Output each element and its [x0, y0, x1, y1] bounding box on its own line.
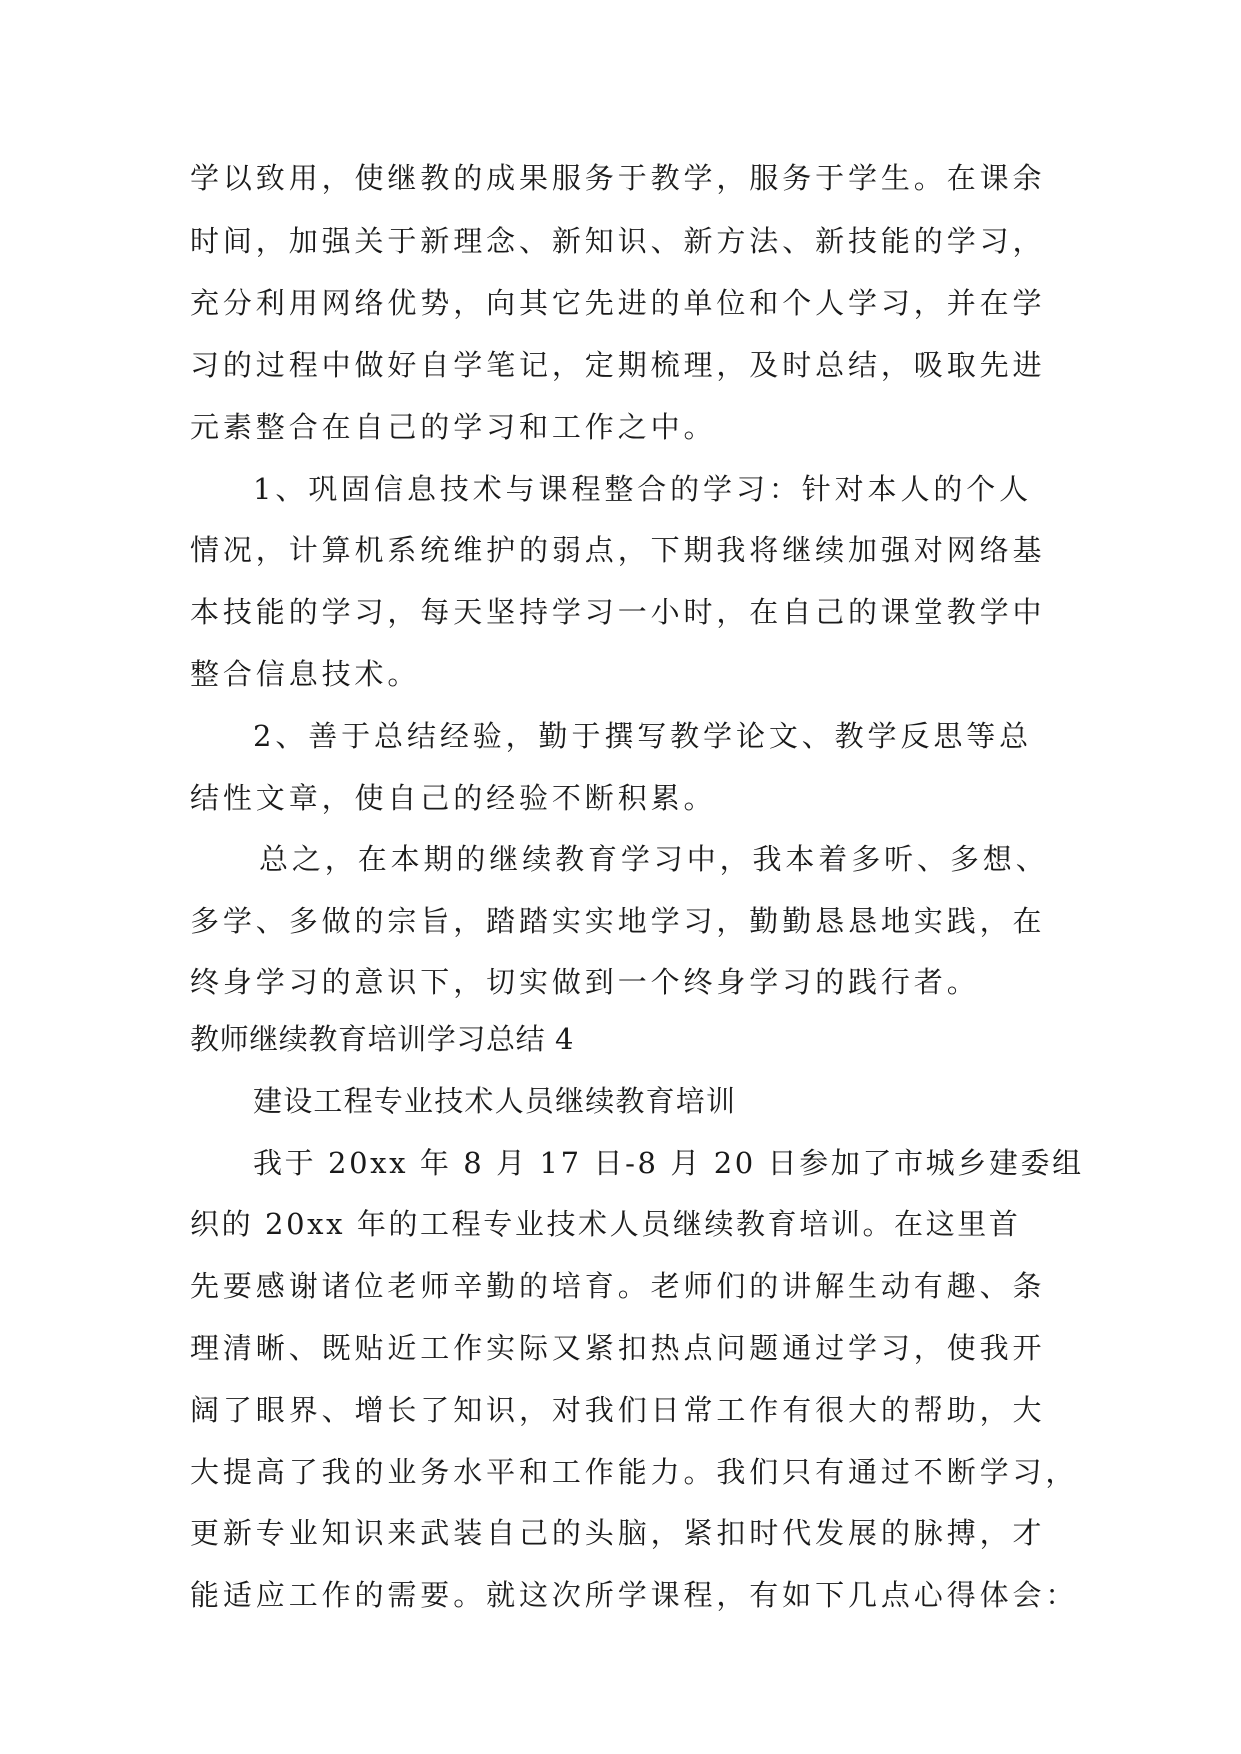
text-line: 理清晰、既贴近工作实际又紧扣热点问题通过学习，使我开 — [190, 1331, 1046, 1365]
text-line: 终身学习的意识下，切实做到一个终身学习的践行者。 — [190, 965, 980, 999]
text-line: 情况，计算机系统维护的弱点，下期我将继续加强对网络基 — [190, 533, 1046, 567]
text-line: 整合信息技术。 — [190, 657, 421, 691]
text-line: 2、善于总结经验，勤于撰写教学论文、教学反思等总 — [253, 719, 1033, 753]
text-line: 本技能的学习，每天坚持学习一小时，在自己的课堂教学中 — [190, 595, 1046, 629]
text-line: 织的 20xx 年的工程专业技术人员继续教育培训。在这里首 — [190, 1207, 1021, 1241]
text-line: 总之，在本期的继续教育学习中，我本着多听、多想、 — [259, 842, 1049, 876]
text-line: 习的过程中做好自学笔记，定期梳理，及时总结，吸取先进 — [190, 348, 1046, 382]
text-line: 充分利用网络优势，向其它先进的单位和个人学习，并在学 — [190, 286, 1046, 320]
text-line: 先要感谢诸位老师辛勤的培育。老师们的讲解生动有趣、条 — [190, 1269, 1046, 1303]
text-line: 大提高了我的业务水平和工作能力。我们只有通过不断学习， — [190, 1455, 1079, 1489]
text-line: 1、巩固信息技术与课程整合的学习：针对本人的个人 — [253, 472, 1033, 506]
text-line: 学以致用，使继教的成果服务于教学，服务于学生。在课余 — [190, 161, 1046, 195]
subtitle: 建设工程专业技术人员继续教育培训 — [253, 1084, 737, 1118]
text-line: 结性文章，使自己的经验不断积累。 — [190, 781, 717, 815]
text-line: 我于 20xx 年 8 月 17 日-8 月 20 日参加了市城乡建委组 — [253, 1146, 1084, 1180]
text-line: 时间，加强关于新理念、新知识、新方法、新技能的学习， — [190, 224, 1046, 258]
text-line: 更新专业知识来武装自己的头脑，紧扣时代发展的脉搏，才 — [190, 1516, 1046, 1550]
text-line: 能适应工作的需要。就这次所学课程，有如下几点心得体会： — [190, 1578, 1079, 1612]
text-line: 阔了眼界、增长了知识，对我们日常工作有很大的帮助，大 — [190, 1393, 1046, 1427]
text-line: 多学、多做的宗旨，踏踏实实地学习，勤勤恳恳地实践，在 — [190, 904, 1046, 938]
text-line: 元素整合在自己的学习和工作之中。 — [190, 410, 717, 444]
section-heading: 教师继续教育培训学习总结 4 — [190, 1022, 575, 1056]
